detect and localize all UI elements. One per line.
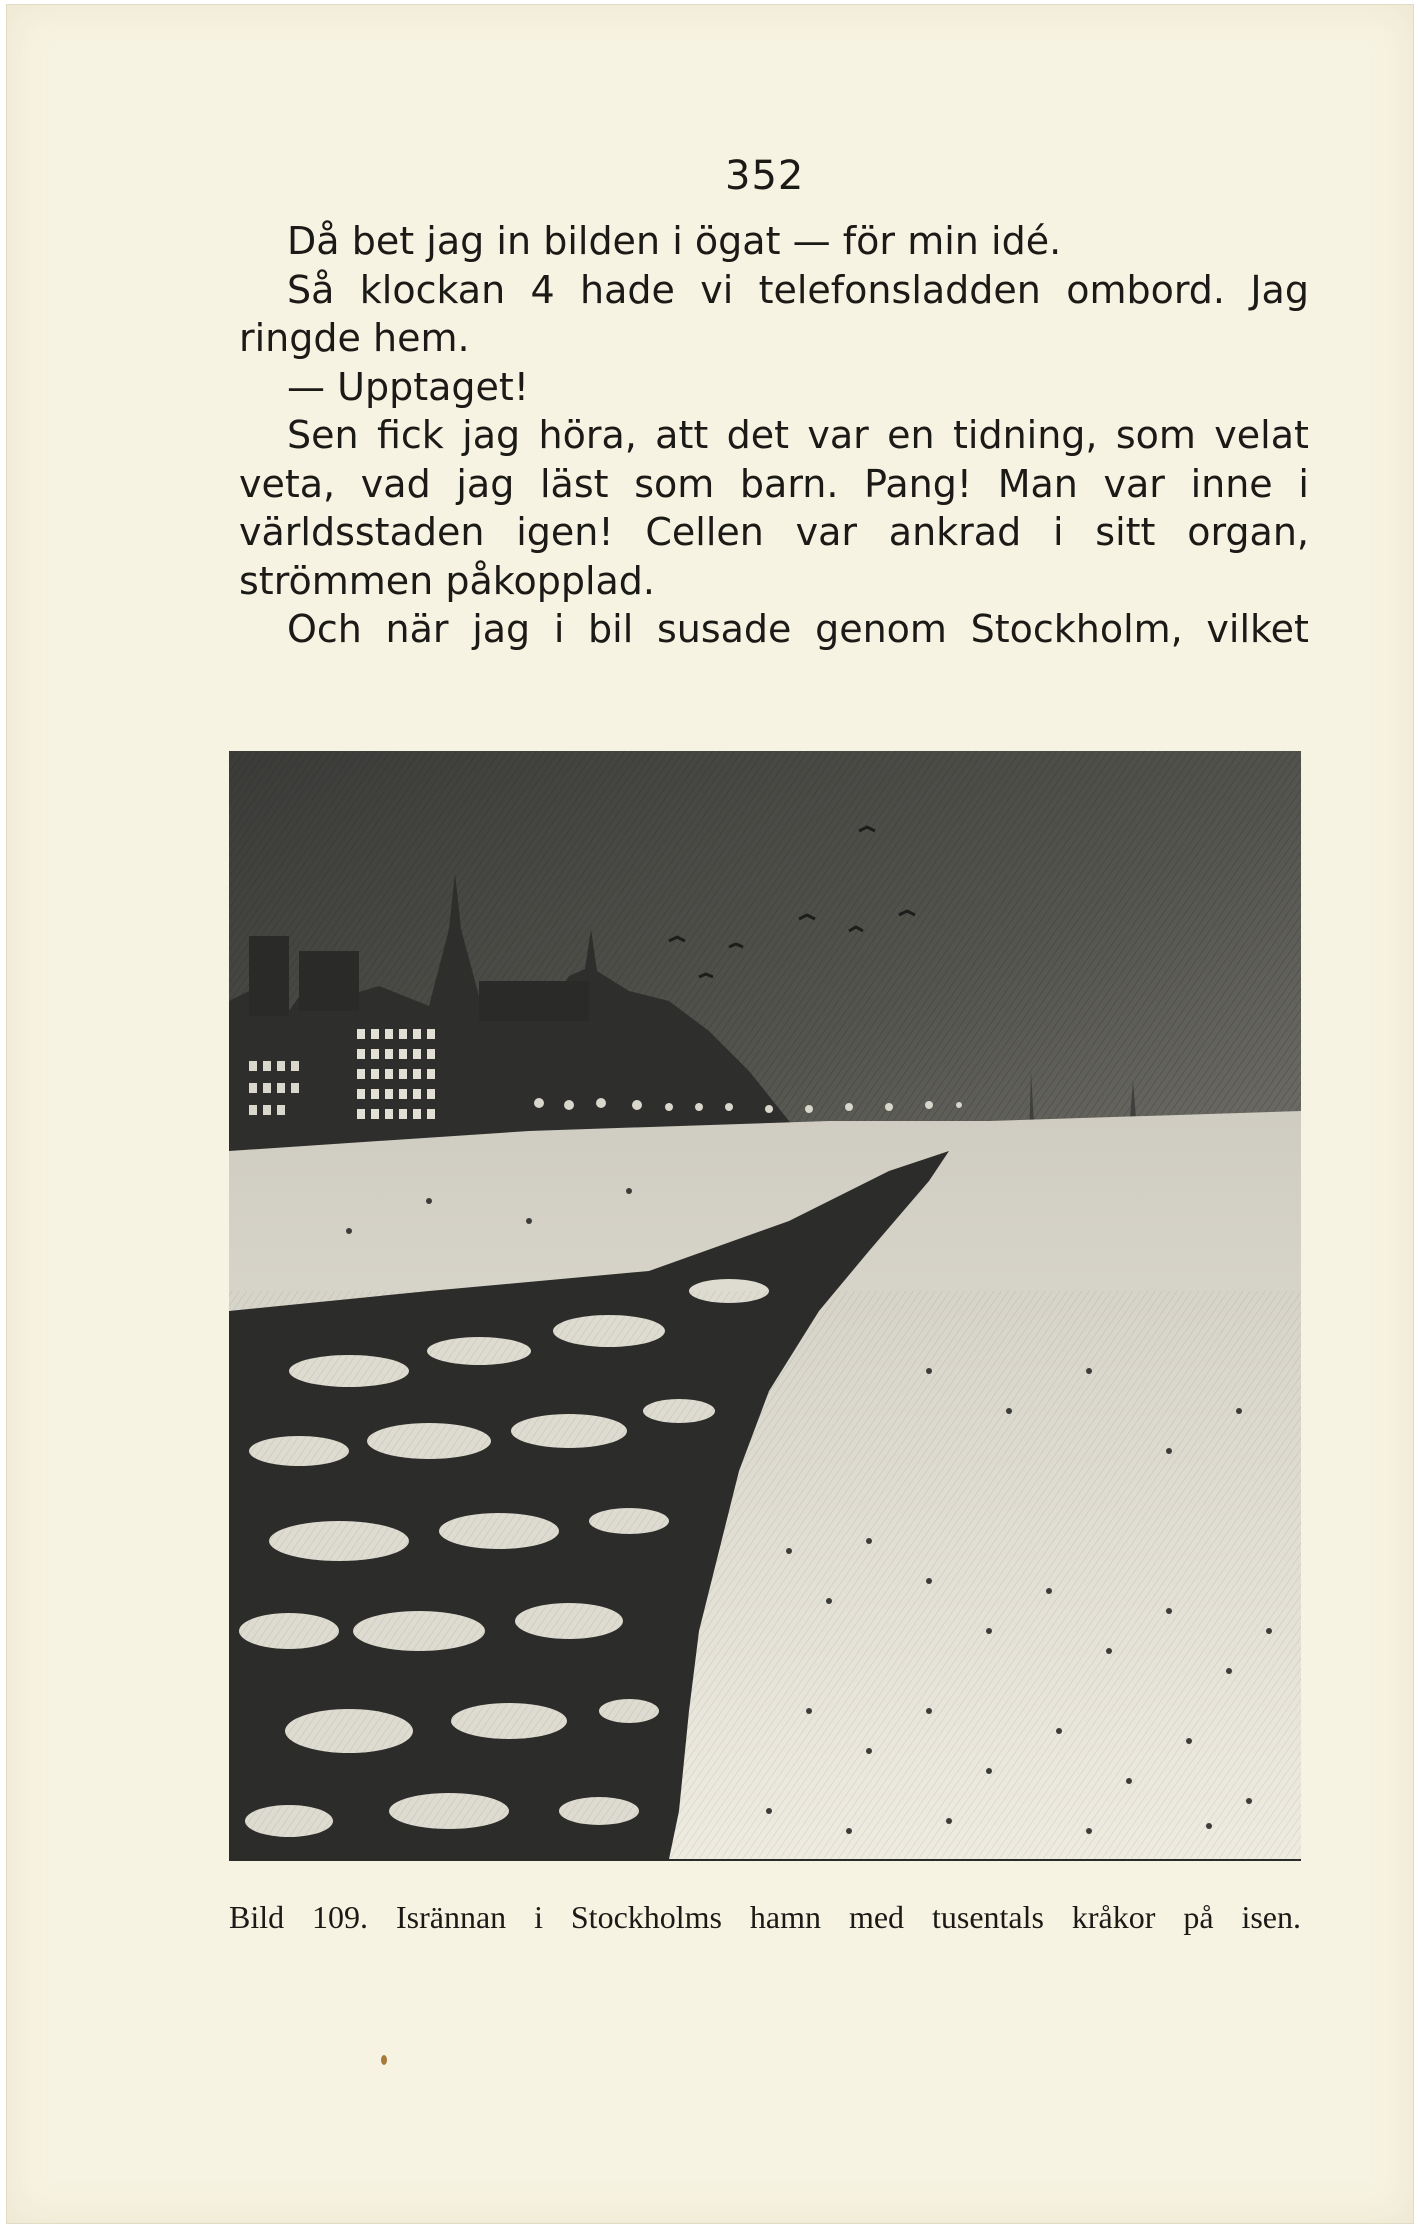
- word: som: [634, 461, 715, 506]
- word: Då: [287, 219, 340, 263]
- paper-speck: [381, 2055, 387, 2065]
- word: inne: [1190, 461, 1273, 506]
- word: —: [792, 219, 831, 263]
- word: i: [672, 219, 683, 263]
- illustration-drawing: [229, 751, 1301, 1859]
- word: ankrad: [888, 510, 1022, 554]
- word: Man: [997, 461, 1078, 506]
- word: organ,: [1187, 510, 1309, 554]
- text-line: [239, 314, 1309, 363]
- word: när: [385, 607, 449, 651]
- word: idé.: [991, 219, 1062, 263]
- word: Cellen: [645, 510, 764, 554]
- word: vad: [360, 461, 431, 506]
- word: i: [1298, 461, 1309, 506]
- word: Pang!: [864, 461, 973, 506]
- word: var: [795, 510, 858, 554]
- body-text: [239, 217, 1309, 654]
- text-line: [239, 508, 1309, 557]
- text-line: [239, 363, 1309, 412]
- word: vilket: [1206, 607, 1309, 651]
- word: veta,: [239, 461, 336, 506]
- word: fick: [376, 413, 444, 457]
- book-page: [6, 4, 1414, 2224]
- word: strömmen: [239, 558, 434, 603]
- word: bilden: [543, 219, 661, 263]
- word: ombord.: [1066, 267, 1225, 312]
- figure-caption: Bild 109. Isrännan i Stockholms hamn med tusentals kråkor på isen.: [229, 1899, 1301, 1935]
- word: som: [1115, 413, 1196, 457]
- word: i: [1052, 510, 1064, 554]
- word: Så: [287, 267, 335, 312]
- word: tidning,: [952, 413, 1098, 457]
- word: vi: [700, 267, 734, 312]
- word: Sen: [287, 413, 359, 457]
- text-line: [239, 266, 1309, 315]
- word: sitt: [1095, 510, 1156, 554]
- word: Och: [287, 607, 362, 651]
- word: igen!: [516, 510, 614, 554]
- word: för: [842, 219, 896, 263]
- page-number: 352: [725, 153, 805, 199]
- word: jag: [462, 413, 521, 457]
- word: Jag: [1250, 267, 1309, 312]
- word: susade: [656, 607, 792, 651]
- word: att: [655, 413, 709, 457]
- word: jag: [472, 607, 531, 651]
- word: var: [1103, 461, 1165, 506]
- word: det: [726, 413, 790, 457]
- word: genom: [815, 607, 947, 651]
- text-line: [239, 460, 1309, 509]
- word: jag: [426, 219, 485, 263]
- text-line: [239, 605, 1309, 654]
- word: —: [287, 364, 325, 409]
- word: in: [496, 219, 532, 263]
- word: läst: [539, 461, 609, 506]
- word: i: [553, 607, 565, 651]
- word: ringde: [239, 316, 361, 360]
- word: påkopplad.: [445, 558, 655, 603]
- word: bet: [351, 219, 415, 263]
- text-line: [239, 217, 1309, 266]
- text-line: [239, 557, 1309, 606]
- word: världsstaden: [239, 510, 485, 554]
- word: klockan: [359, 267, 506, 312]
- word: hade: [580, 267, 675, 312]
- word: höra,: [538, 413, 637, 457]
- word: hem.: [373, 316, 470, 360]
- illustration: [229, 751, 1301, 1861]
- text-line: [239, 411, 1309, 460]
- word: 4: [530, 267, 555, 312]
- word: Stockholm,: [970, 607, 1183, 651]
- word: en: [887, 413, 935, 457]
- word: bil: [588, 607, 634, 651]
- word: min: [907, 219, 979, 263]
- word: barn.: [739, 461, 839, 506]
- word: var: [807, 413, 869, 457]
- word: jag: [456, 461, 515, 506]
- word: telefonsladden: [758, 267, 1041, 312]
- word: velat: [1214, 413, 1309, 457]
- word: Upptaget!: [337, 364, 530, 409]
- word: ögat: [694, 219, 781, 263]
